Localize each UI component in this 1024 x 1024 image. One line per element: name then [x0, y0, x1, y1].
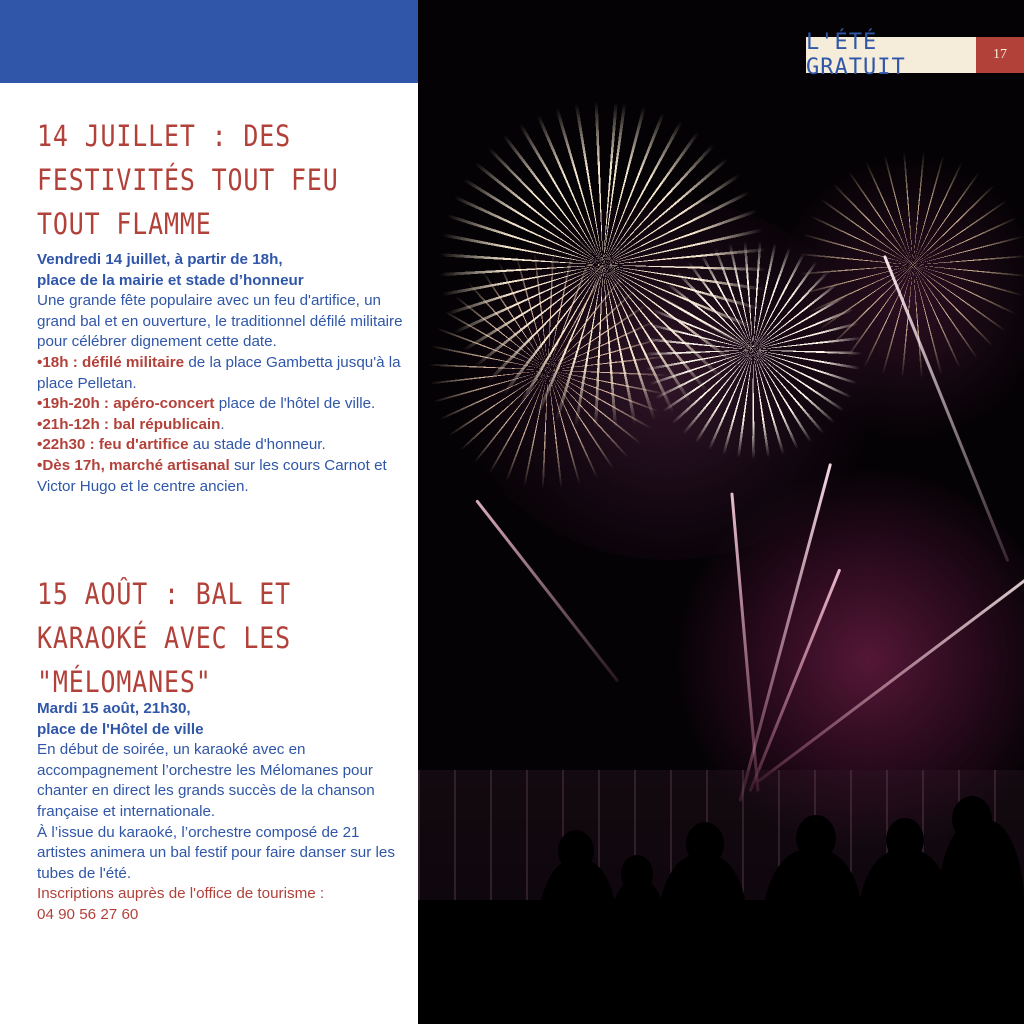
crowd-silhouette [952, 796, 992, 842]
event2-body [37, 699, 409, 926]
event2-title [37, 572, 291, 704]
crowd-silhouette [608, 880, 668, 1024]
schedule-item-text: au stade d'honneur. [188, 436, 326, 454]
text-column [0, 0, 418, 1024]
event1-title-line: TOUT FLAMME [37, 207, 212, 241]
event2-paragraph: En début de soirée, un karaoké avec en accompagnement l’orchestre les Mélomanes pour chanter en direct les grands succès de la chanson française et internationale. [37, 741, 375, 820]
schedule-item [37, 415, 409, 436]
page-number: 17 [976, 37, 1024, 73]
event2-title-line: KARAOKÉ AVEC LES [37, 621, 292, 655]
schedule-item-highlight: •21h-12h : bal républicain [37, 415, 221, 433]
schedule-item-highlight: •19h-20h : apéro-concert [37, 395, 215, 413]
event1-description: Une grande fête populaire avec un feu d'artifice, un grand bal et en ouverture, le traditionnel défilé militaire pour célébrer dignement cette date. [37, 292, 403, 351]
event1-subtitle-line: Vendredi 14 juillet, à partir de 18h, [37, 251, 283, 268]
registration-line: Inscriptions auprès de l'office de tourisme : [37, 885, 325, 903]
event2-subtitle-line: place de l'Hôtel de ville [37, 720, 204, 738]
crowd-silhouette [538, 860, 618, 1024]
crowd-silhouette [558, 830, 594, 872]
schedule-item-text: de la place Gambetta jusqu'à la place Pelletan. [37, 353, 401, 392]
event1-subtitle-line: place de la mairie et stade d’honneur [37, 271, 304, 289]
crowd-silhouette [938, 820, 1024, 1024]
schedule-item [37, 456, 409, 497]
event2-title-line: "MÉLOMANES" [37, 665, 212, 699]
event1-title-line: FESTIVITÉS TOUT FEU [37, 163, 339, 197]
schedule-item-text: sur les cours Carnot et Victor Hugo et le centre ancien. [37, 456, 387, 495]
event2-subtitle-line: Mardi 15 août, 21h30, [37, 700, 191, 717]
crowd-silhouette [763, 850, 863, 1024]
schedule-item [37, 353, 409, 394]
registration-phone: 04 90 56 27 60 [37, 905, 139, 923]
event2-title-line: 15 AOÛT : BAL ET [37, 577, 292, 611]
schedule-item [37, 394, 409, 415]
schedule-item-highlight: •22h30 : feu d'artifice [37, 436, 189, 454]
schedule-item-highlight: •18h : défilé militaire [37, 353, 185, 371]
schedule-item-text: place de l'hôtel de ville. [214, 395, 376, 413]
event1-body [37, 250, 409, 497]
event2-paragraph: À l’issue du karaoké, l’orchestre composé de 21 artistes animera un bal festif pour faire danser sur les tubes de l'été. [37, 823, 395, 882]
event1-title-line: 14 JUILLET : DES [37, 119, 292, 153]
crowd-silhouette [886, 818, 924, 862]
crowd-silhouette [796, 815, 836, 861]
schedule-item-highlight: •Dès 17h, marché artisanal [37, 456, 230, 474]
crowd-silhouette [621, 855, 653, 893]
section-tag: L'ÉTÉ GRATUIT [806, 37, 976, 73]
top-color-band [0, 0, 418, 83]
firework-burst [428, 250, 668, 490]
crowd-silhouette [686, 822, 724, 866]
schedule-item-text: . [220, 415, 225, 433]
event1-title [37, 114, 339, 246]
schedule-item [37, 435, 409, 456]
firework-burst [798, 150, 1024, 380]
fireworks-photo [418, 0, 1024, 1024]
crowd-silhouette [658, 855, 748, 1024]
